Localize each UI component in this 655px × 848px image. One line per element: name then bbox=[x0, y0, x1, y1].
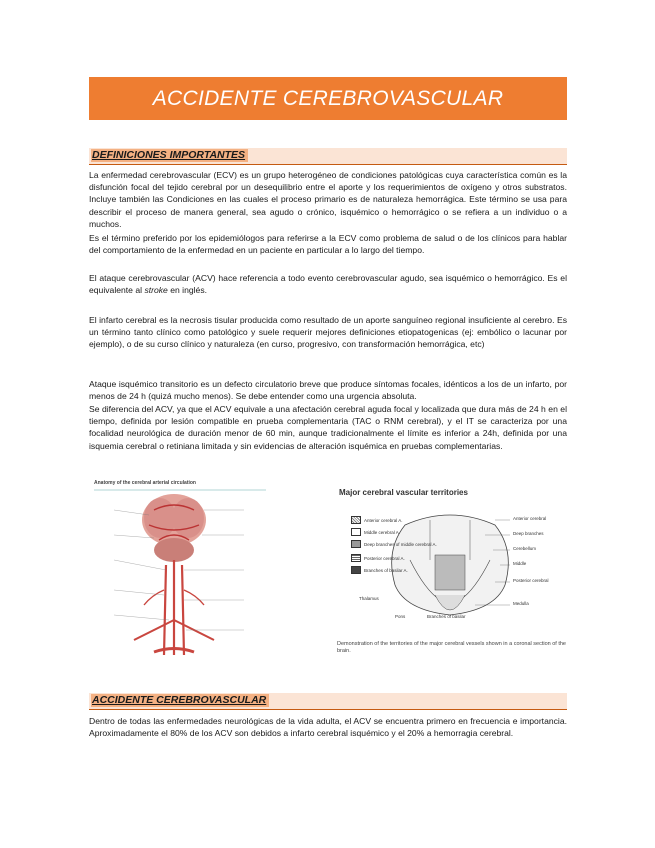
legend-label: Deep branches of middle cerebral A. bbox=[364, 541, 437, 547]
legend-middle bbox=[351, 528, 400, 536]
paragraph-acv-stroke: stroke bbox=[144, 285, 168, 296]
label-posterior-cerebral: Posterior cerebral bbox=[513, 578, 549, 583]
legend-label: Middle cerebral A. bbox=[364, 529, 401, 535]
paragraph-frecuencia: Dentro de todas las enfermedades neurológicas de la vida adulta, el ACV se encuentra primero en frecuencia e importancia. Aproximadamente el 80% de los ACV son debidos a infarto cerebral isquémico y el 20% a hemorragia cerebral. bbox=[89, 716, 567, 739]
legend-swatch bbox=[351, 516, 361, 524]
figure-territories-caption: Demonstration of the territories of the major cerebral vessels shown in a coronal section of the brain. bbox=[337, 641, 566, 654]
legend-posterior bbox=[351, 554, 405, 562]
paragraph-infarto: El infarto cerebral es la necrosis tisular producida como resultado de un aporte sanguíneo regional insuficiente al cerebro. Es un término tanto clínico como patológico y suele requerir mejores definiciones etiopatogenicas (ej: embólico o lacunar por ejemplo), o de su curso clínico y naturaleza (en curso, progresivo, con transformación hemorrágica, etc) bbox=[89, 315, 567, 350]
section-heading-label: ACCIDENTE CEREBROVASCULAR bbox=[91, 694, 269, 707]
paragraph-acv-end: en inglés. bbox=[167, 285, 208, 296]
section-heading-definiciones bbox=[89, 148, 567, 165]
legend-swatch bbox=[351, 566, 361, 574]
paragraph-ait: Ataque isquémico transitorio es un defecto circulatorio breve que produce síntomas focales, idénticos a los de un infarto, por menos de 24 h (quizá mucho menos). Se debe entender como una urgencia absoluta. bbox=[89, 379, 567, 402]
legend-swatch bbox=[351, 540, 361, 548]
legend-label: Branches of basilar A. bbox=[364, 567, 408, 573]
label-pons: Pons bbox=[395, 614, 406, 619]
figure-territories-title: Major cerebral vascular territories bbox=[339, 488, 468, 497]
label-branches-basilar: Branches of basilar bbox=[427, 614, 466, 619]
paragraph-acv-text: El ataque cerebrovascular (ACV) hace referencia a todo evento cerebrovascular agudo, sea isquémico o hemorrágico. Es el equivalente al bbox=[89, 273, 567, 296]
figure-arterial-title: Anatomy of the cerebral arterial circulation bbox=[94, 480, 196, 486]
legend-swatch bbox=[351, 554, 361, 562]
paragraph-epidemiologos: Es el término preferido por los epidemiólogos para referirse a la ECV como problema de salud o de los clínicos para hablar del comportamiento de la enfermedad en un paciente en particular a lo largo del tiempo. bbox=[89, 233, 567, 256]
legend-anterior bbox=[351, 516, 403, 524]
label-cerebellum: Cerebellum bbox=[513, 546, 537, 551]
page-title: ACCIDENTE CEREBROVASCULAR bbox=[152, 86, 504, 110]
label-medulla: Medulla bbox=[513, 601, 529, 606]
legend-label: Posterior cerebral A. bbox=[364, 555, 405, 561]
label-thalamus: Thalamus bbox=[359, 596, 379, 601]
paragraph-acv bbox=[89, 272, 567, 296]
legend-deep bbox=[351, 540, 437, 548]
section-heading-label: DEFINICIONES IMPORTANTES bbox=[91, 149, 248, 162]
label-middle: Middle bbox=[513, 561, 527, 566]
paragraph-diferencia: Se diferencia del ACV, ya que el ACV equivale a una afectación cerebral aguda focal y localizada que dura más de 24 h en el tiempo, definida por lesión compatible en prueba complementaria (TAC o RNM cerebral), y el IT se caracteriza por una focalidad neurológica de duración menor de 60 min, aunque tradicionalmente el límite es inferior a 24h, definida por una isquemia cerebral o retiniana limitada y sin evidencias de alteración isquémica en pruebas complementarias. bbox=[89, 404, 567, 451]
title-banner bbox=[89, 77, 567, 120]
arterial-illustration bbox=[94, 480, 266, 670]
section-heading-acv bbox=[89, 693, 567, 710]
figure-vascular-territories bbox=[335, 488, 567, 668]
paragraph-ecv: La enfermedad cerebrovascular (ECV) es un grupo heterogéneo de condiciones patológicas cuya característica común es la disfunción focal del tejido cerebral por un desequilibrio entre el aporte y los requerimientos de oxígeno y otros substratos. Incluye también las Condiciones en las cuales el proceso primario es de naturaleza hemorrágica. Este término se usa para describir el proceso de manera general, sea agudo o crónico, isquémico o hemorrágico o se refiera a un individuo o a muchos. bbox=[89, 170, 567, 229]
label-deep-branches: Deep branches bbox=[513, 531, 544, 536]
figure-arterial-anatomy bbox=[94, 480, 266, 670]
legend-label: Anterior cerebral A. bbox=[364, 517, 403, 523]
legend-basilar bbox=[351, 566, 408, 574]
legend-swatch bbox=[351, 528, 361, 536]
label-anterior-cerebral: Anterior cerebral bbox=[513, 516, 547, 521]
